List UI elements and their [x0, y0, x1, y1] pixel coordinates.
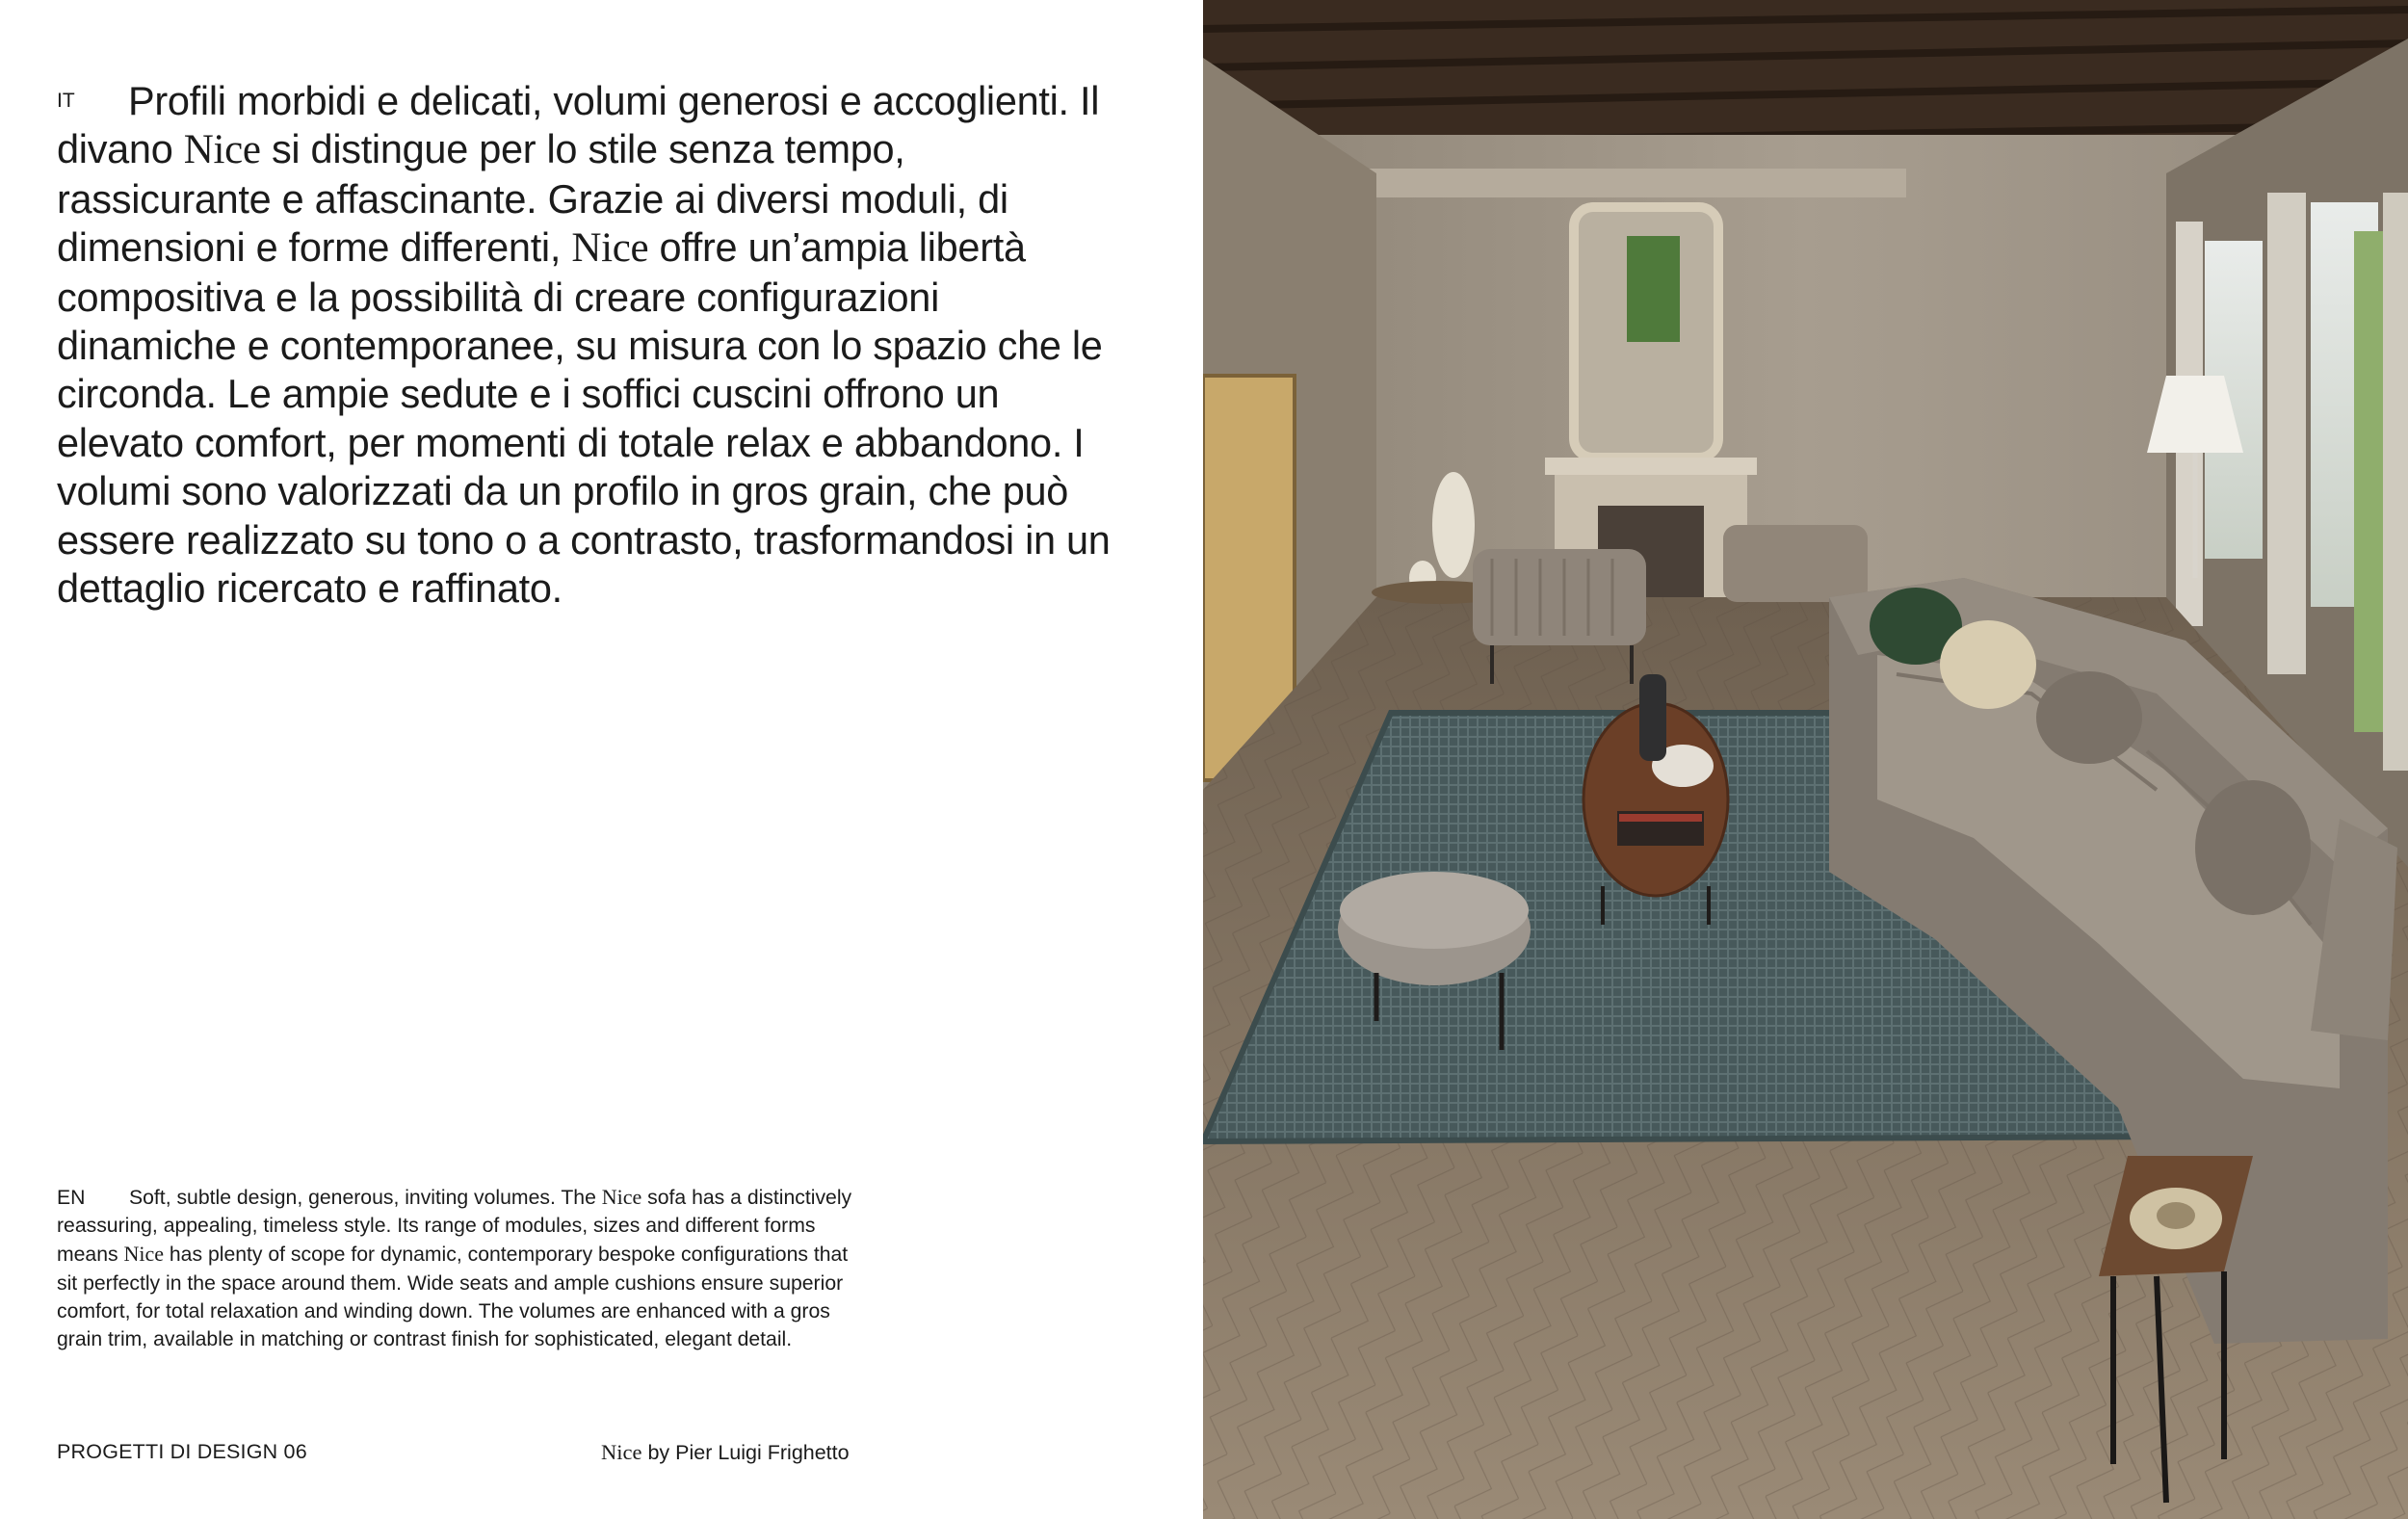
footer-section-label: PROGETTI DI DESIGN 06 [57, 1440, 307, 1463]
living-room-photo [1203, 0, 2408, 1519]
product-name: Nice [601, 1185, 642, 1209]
english-text-2: sofa has a distinctively reassuring, appealing, timeless style. Its range of modules, sizes and different forms means [57, 1187, 852, 1267]
italian-description [57, 77, 1116, 613]
armchair [1473, 549, 1646, 645]
text-page [0, 0, 1203, 1519]
footer-designer: by Pier Luigi Frighetto [641, 1441, 850, 1464]
footer-product-name: Nice [601, 1440, 642, 1464]
english-text-3: has plenty of scope for dynamic, contemporary bespoke configurations that sit perfectly in the space around them. Wide seats and ample cushions ensure superior comfort, for total relaxation and winding down. The volumes are enhanced with a gros grain trim, available in matching or contrast finish for sophisticated, elegant detail. [57, 1244, 849, 1351]
italian-text-1: Profili morbidi e delicati, volumi generosi e accoglienti. Il divano [57, 78, 1100, 172]
footer-credit [601, 1440, 850, 1465]
lang-code-it: IT [57, 90, 75, 112]
product-name: Nice [571, 225, 649, 272]
italian-text-3: offre un’ampia libertà compositiva e la possibilità di creare configurazioni dinamiche e contemporanee, su misura con lo spazio che le circonda. Le ampie sedute e i soffici cuscini offrono un elevato comfort, per momenti di totale relax e abbandono. I volumi sono valorizzati da un profilo in gros grain, che può essere realizzato su tono o a contrasto, trasformandosi in un dettaglio ricercato e raffinato. [57, 224, 1111, 612]
english-description [57, 1183, 856, 1353]
english-text-1: Soft, subtle design, generous, inviting volumes. The [129, 1187, 602, 1209]
product-name: Nice [183, 127, 261, 173]
product-name: Nice [123, 1242, 165, 1267]
italian-text-2: si distingue per lo stile senza tempo, rassicurante e affascinante. Grazie ai diversi moduli, di dimensioni e forme differenti, [57, 126, 1008, 271]
lang-code-en: EN [57, 1187, 86, 1209]
